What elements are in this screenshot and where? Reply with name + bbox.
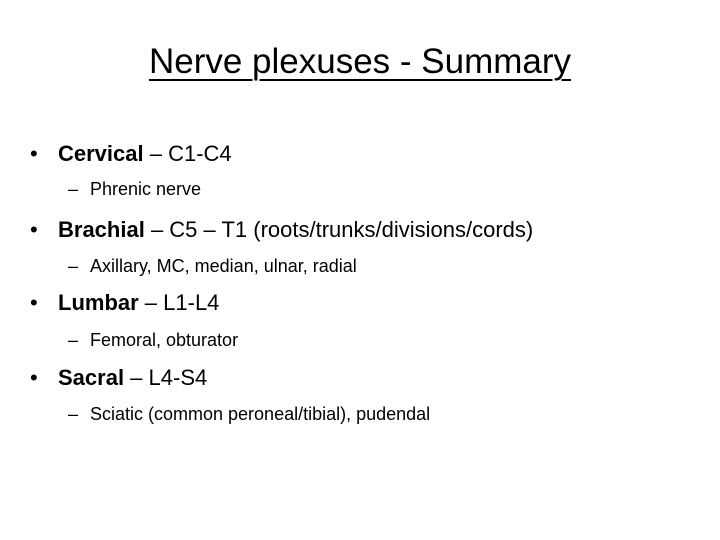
sub-bullet-text: Axillary, MC, median, ulnar, radial [90, 256, 357, 276]
sub-bullet-cervical [68, 177, 201, 201]
bullet-item-lumbar [30, 289, 219, 317]
bullet-name: Sacral [58, 365, 125, 390]
sub-bullet-text: Sciatic (common peroneal/tibial), pudendal [90, 404, 431, 424]
bullet-marker: • [30, 141, 38, 166]
sub-bullet-sacral [68, 402, 430, 426]
bullet-marker: • [30, 290, 38, 315]
bullet-marker: • [30, 217, 38, 242]
sub-bullet-lumbar [68, 328, 238, 352]
sub-bullet-brachial [68, 254, 357, 278]
sub-bullet-text: Femoral, obturator [90, 330, 239, 350]
bullet-range: – C1-C4 [143, 141, 232, 166]
sub-bullet-marker: – [68, 330, 79, 350]
slide-title-text: Nerve plexuses - Summary [148, 42, 572, 81]
sub-bullet-marker: – [68, 404, 79, 424]
sub-bullet-marker: – [68, 179, 79, 199]
bullet-name: Lumbar [58, 290, 139, 315]
bullet-name: Brachial [58, 217, 145, 242]
bullet-range: – L4-S4 [124, 365, 208, 390]
sub-bullet-marker: – [68, 256, 79, 276]
bullet-name: Cervical [58, 141, 144, 166]
bullet-marker: • [30, 365, 38, 390]
bullet-range: – L1-L4 [138, 290, 220, 315]
bullet-item-sacral [30, 364, 207, 392]
sub-bullet-text: Phrenic nerve [90, 179, 202, 199]
bullet-item-brachial [30, 216, 533, 244]
bullet-range: – C5 – T1 (roots/trunks/divisions/cords) [144, 217, 534, 242]
bullet-item-cervical [30, 140, 232, 168]
